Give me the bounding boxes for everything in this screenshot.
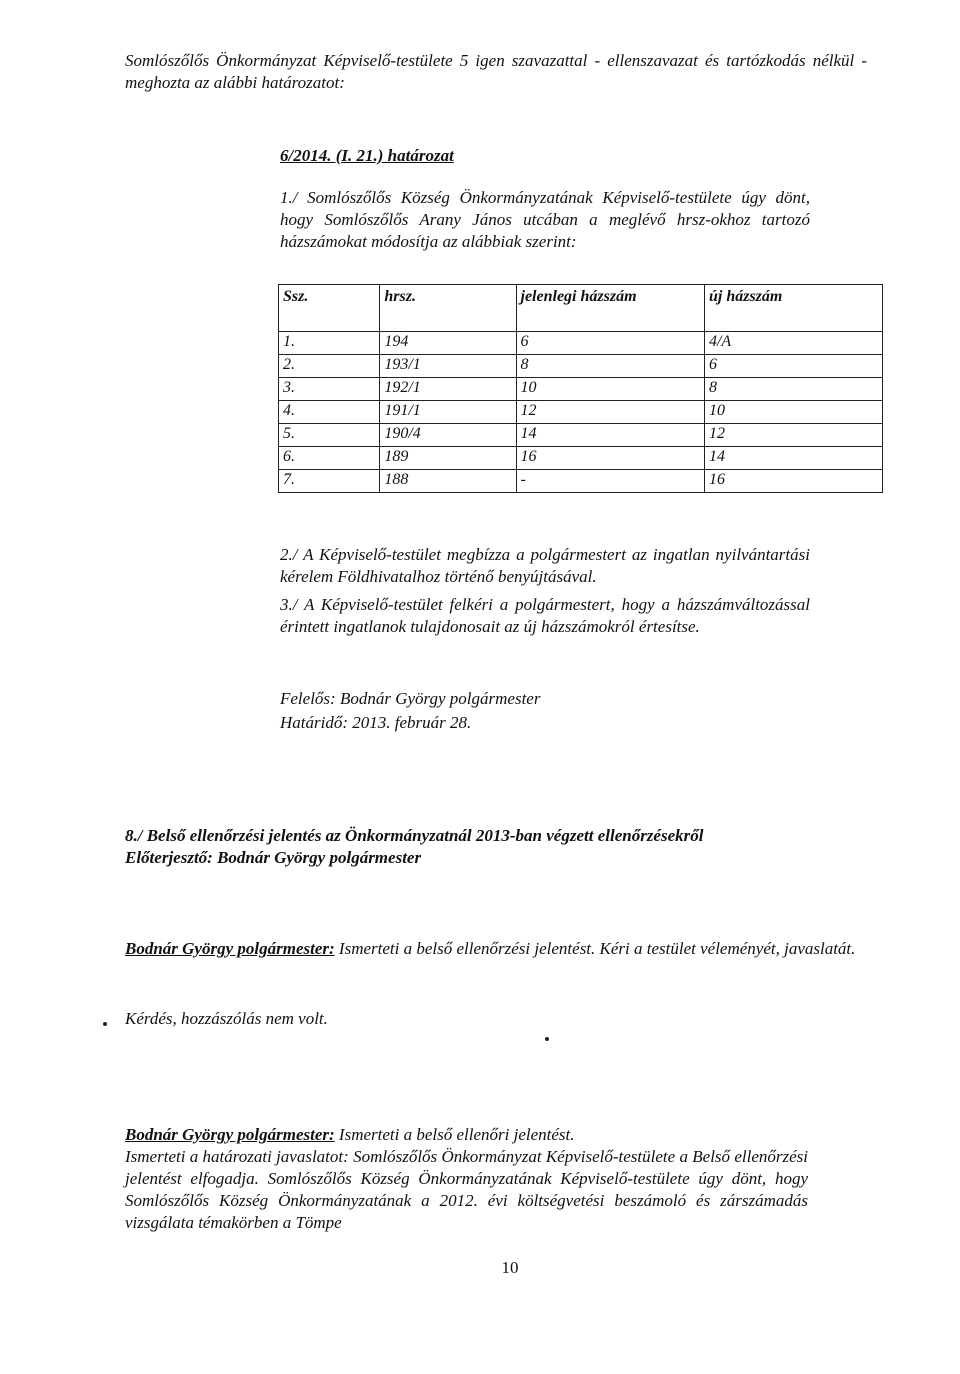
table-row: [279, 447, 883, 470]
decision-point-1: 1./ Somlószőlős Község Önkormányzatának Képviselő-testülete úgy dönt, hogy Somlószőlős Arany János utcában a meglévő hrsz-okhoz tartozó házszámokat módosítja az alábbiak szerint:: [280, 188, 810, 251]
agenda-item-8: [125, 825, 867, 869]
decision-point-2: 2./ A Képviselő-testület megbízza a polgármestert az ingatlan nyilvántartási kérelem Földhivatalhoz történő benyújtásával.: [280, 545, 810, 586]
agenda-item-8-presenter: Előterjesztő: Bodnár György polgármester: [125, 848, 422, 867]
cell-hrsz: 189: [380, 447, 516, 470]
header-hrsz: hrsz.: [380, 285, 516, 332]
table-header-row: [279, 285, 883, 332]
table-row: [279, 401, 883, 424]
stray-dot: [545, 1037, 549, 1041]
cell-new-number: 12: [704, 424, 882, 447]
stray-dot: [103, 1022, 107, 1026]
speaker-2-paragraph: [125, 1124, 808, 1234]
table-row: [279, 378, 883, 401]
table-body: [279, 332, 883, 493]
speaker-1-name: Bodnár György polgármester:: [125, 939, 335, 958]
cell-ssz: 4.: [279, 401, 380, 424]
cell-new-number: 10: [704, 401, 882, 424]
cell-ssz: 5.: [279, 424, 380, 447]
cell-ssz: 3.: [279, 378, 380, 401]
header-ssz: Ssz.: [279, 285, 380, 332]
table-row: [279, 355, 883, 378]
responsible-line: Felelős: Bodnár György polgármester: [280, 689, 541, 708]
cell-ssz: 2.: [279, 355, 380, 378]
cell-current-number: 6: [516, 332, 704, 355]
no-questions-line: Kérdés, hozzászólás nem volt.: [125, 1009, 328, 1028]
agenda-item-8-title: 8./ Belső ellenőrzési jelentés az Önkormányzatnál 2013-ban végzett ellenőrzésekről: [125, 826, 704, 845]
speaker-2-proposal: Ismerteti a határozati javaslatot: Somlószőlős Önkormányzat Képviselő-testülete a Belső ellenőrzési jelentést elfogadja. Somlószőlős Község Önkormányzatának Képviselő-testülete úgy dönt, hogy Somlószőlős Község Önkormányzatának a 2012. évi költségvetési beszámoló és zárszámadás vizsgálata témakörben a Tömpe: [125, 1147, 808, 1232]
house-number-table-wrap: [278, 284, 883, 493]
cell-new-number: 14: [704, 447, 882, 470]
cell-hrsz: 194: [380, 332, 516, 355]
cell-current-number: 12: [516, 401, 704, 424]
cell-hrsz: 192/1: [380, 378, 516, 401]
page-number: 10: [501, 1258, 519, 1277]
speaker-1-paragraph: [125, 938, 867, 960]
speaker-1-text: Ismerteti a belső ellenőrzési jelentést. Kéri a testület véleményét, javaslatát.: [334, 939, 856, 958]
cell-hrsz: 193/1: [380, 355, 516, 378]
speaker-2-name: Bodnár György polgármester:: [125, 1125, 335, 1144]
cell-ssz: 7.: [279, 470, 380, 493]
decision-title: 6/2014. (I. 21.) határozat: [280, 146, 454, 165]
cell-hrsz: 191/1: [380, 401, 516, 424]
house-number-table: [278, 284, 883, 493]
table-row: [279, 424, 883, 447]
cell-new-number: 8: [704, 378, 882, 401]
table-row: [279, 332, 883, 355]
cell-current-number: 14: [516, 424, 704, 447]
cell-hrsz: 188: [380, 470, 516, 493]
cell-new-number: 6: [704, 355, 882, 378]
cell-current-number: 10: [516, 378, 704, 401]
cell-ssz: 1.: [279, 332, 380, 355]
cell-hrsz: 190/4: [380, 424, 516, 447]
cell-new-number: 4/A: [704, 332, 882, 355]
cell-current-number: -: [516, 470, 704, 493]
cell-ssz: 6.: [279, 447, 380, 470]
table-row: [279, 470, 883, 493]
decision-point-3: 3./ A Képviselő-testület felkéri a polgármestert, hogy a házszámváltozással érintett ingatlanok tulajdonosait az új házszámokról értesítse.: [280, 595, 810, 636]
cell-current-number: 8: [516, 355, 704, 378]
deadline-line: Határidő: 2013. február 28.: [280, 713, 472, 732]
cell-current-number: 16: [516, 447, 704, 470]
intro-paragraph: Somlószőlős Önkormányzat Képviselő-testülete 5 igen szavazattal - ellenszavazat és tartózkodás nélkül - meghozta az alábbi határozatot:: [125, 51, 867, 92]
speaker-2-text: Ismerteti a belső ellenőri jelentést.: [334, 1125, 575, 1144]
header-new-number: új házszám: [704, 285, 882, 332]
header-current-number: jelenlegi házszám: [516, 285, 704, 332]
cell-new-number: 16: [704, 470, 882, 493]
